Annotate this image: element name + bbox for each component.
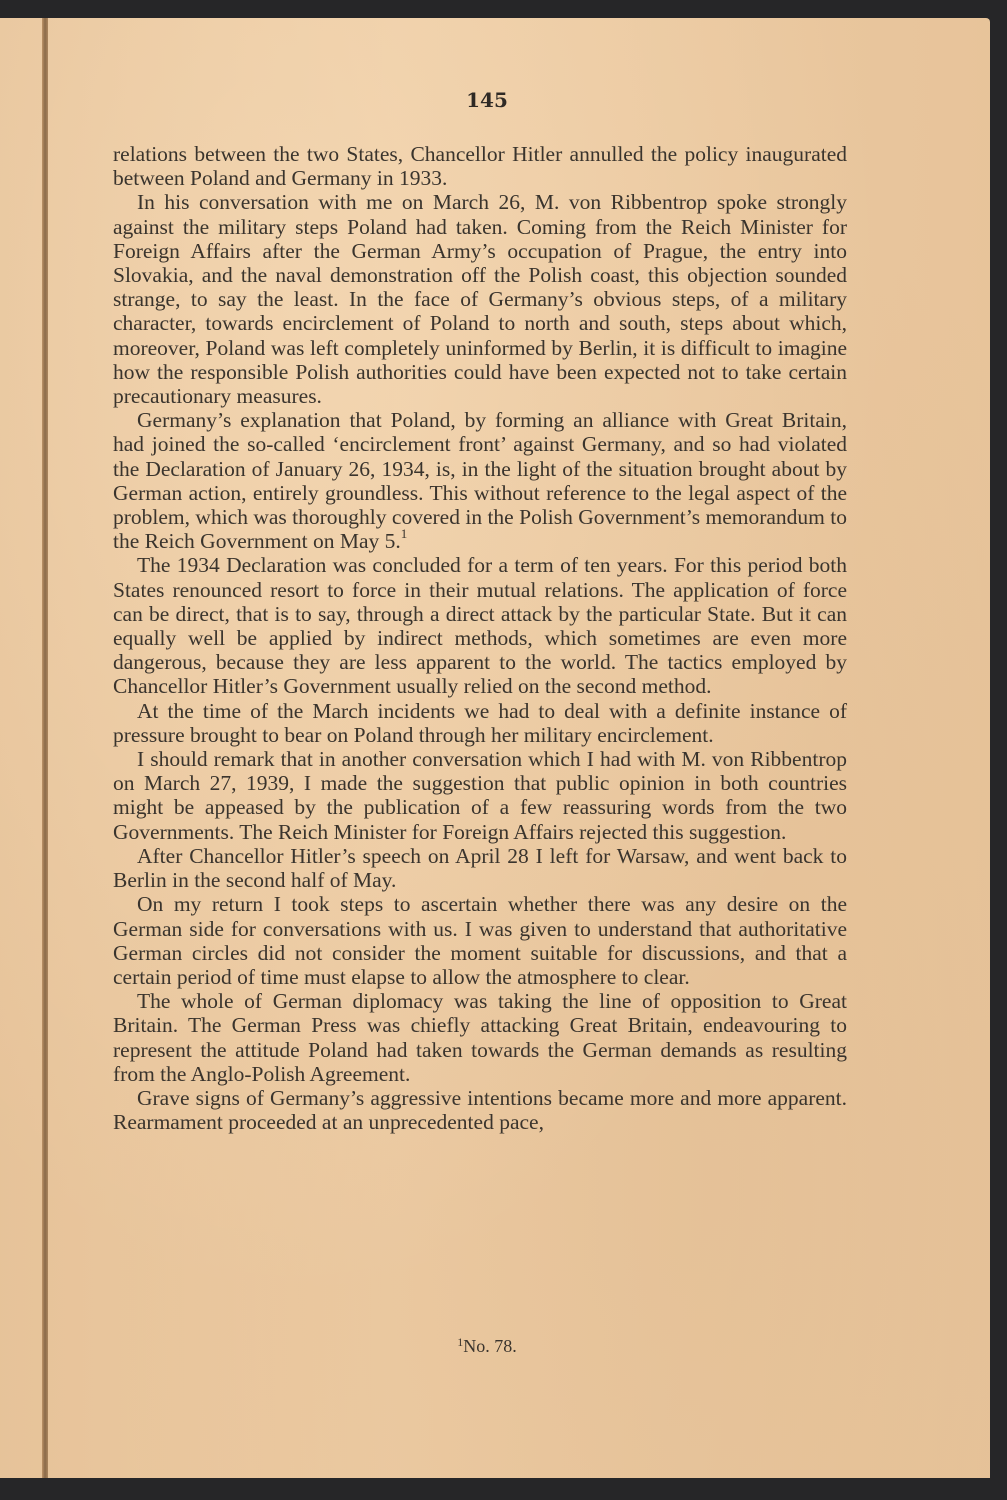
book-page bbox=[0, 18, 990, 1478]
paragraph bbox=[113, 989, 847, 1086]
footnote-reference: 1 bbox=[400, 526, 408, 542]
paragraph bbox=[113, 190, 847, 408]
paragraph bbox=[113, 844, 847, 892]
paragraph bbox=[113, 747, 847, 844]
paragraph-text: After Chancellor Hitler’s speech on April 28 I left for Warsaw, and went back to Berlin in the second half of May. bbox=[113, 843, 847, 893]
paragraph bbox=[113, 142, 847, 190]
paragraph-text: relations between the two States, Chancellor Hitler annulled the policy inaugurated between Poland and Germany in 1933. bbox=[113, 142, 847, 191]
paragraph-text: The 1934 Declaration was concluded for a term of ten years. For this period both States renounced resort to force in their mutual relations. The application of force can be direct, that is to say, through a direct attack by the particular State. But it can equally well be applied by indirect methods, which sometimes are even more dangerous, because they are less apparent to the world. The tactics employed by Chancellor Hitler’s Government usually relied on the second method. bbox=[113, 553, 847, 699]
paragraph-text: Grave signs of Germany’s aggressive intentions became more and more apparent. Rearmament proceeded at an unprecedented pace, bbox=[113, 1085, 847, 1135]
paragraph-text: Germany’s explanation that Poland, by forming an alliance with Great Britain, had joined the so-called ‘encirclement front’ against Germany, and so had violated the Declaration of January 26, 1934, is, in the light of the situation brought about by German action, entirely groundless. This without reference to the legal aspect of the problem, which was thoroughly covered in the Polish Government’s memorandum to the Reich Government on May 5. bbox=[113, 408, 847, 554]
paragraph-text: The whole of German diplomacy was taking the line of opposition to Great Britain. The German Press was chiefly attacking Great Britain, endeavouring to represent the attitude Poland had taken towards the German demands as resulting from the Anglo-Polish Agreement. bbox=[113, 989, 847, 1086]
footnote bbox=[0, 1336, 982, 1357]
paragraph-text: In his conversation with me on March 26, M. von Ribbentrop spoke strongly against the military steps Poland had taken. Coming from the Reich Minister for Foreign Affairs after the German Army’s occupation of Prague, the entry into Slovakia, and the naval demonstration off the Polish coast, this objection sounded strange, to say the least. In the face of Germany’s obvious steps, of a military character, towards encirclement of Poland to north and south, steps about which, moreover, Poland was left completely uninformed by Berlin, it is difficult to imagine how the responsible Polish authorities could have been expected not to take certain precautionary measures. bbox=[113, 190, 847, 409]
footnote-mark: 1 bbox=[457, 1335, 464, 1349]
paragraph bbox=[113, 408, 847, 553]
paragraph bbox=[113, 553, 847, 698]
page-binding-shadow bbox=[42, 18, 48, 1478]
paragraph bbox=[113, 892, 847, 989]
paragraph-text: On my return I took steps to ascertain whether there was any desire on the German side for conversations with us. I was given to understand that authoritative German circles did not consider the moment suitable for discussions, and that a certain period of time must elapse to allow the atmosphere to clear. bbox=[113, 892, 847, 989]
paragraph-text: At the time of the March incidents we had to deal with a definite instance of pressure brought to bear on Poland through her military encirclement. bbox=[113, 698, 847, 747]
body-text bbox=[113, 142, 847, 1134]
paragraph bbox=[113, 1086, 847, 1134]
page-number: 145 bbox=[466, 88, 508, 112]
footnote-text: No. 78. bbox=[463, 1336, 517, 1356]
paragraph-text: I should remark that in another conversation which I had with M. von Ribbentrop on March 27, 1939, I made the suggestion that public opinion in both countries might be appeased by the publication of a few reassuring words from the two Governments. The Reich Minister for Foreign Affairs rejected this suggestion. bbox=[113, 747, 847, 844]
paragraph bbox=[113, 699, 847, 747]
